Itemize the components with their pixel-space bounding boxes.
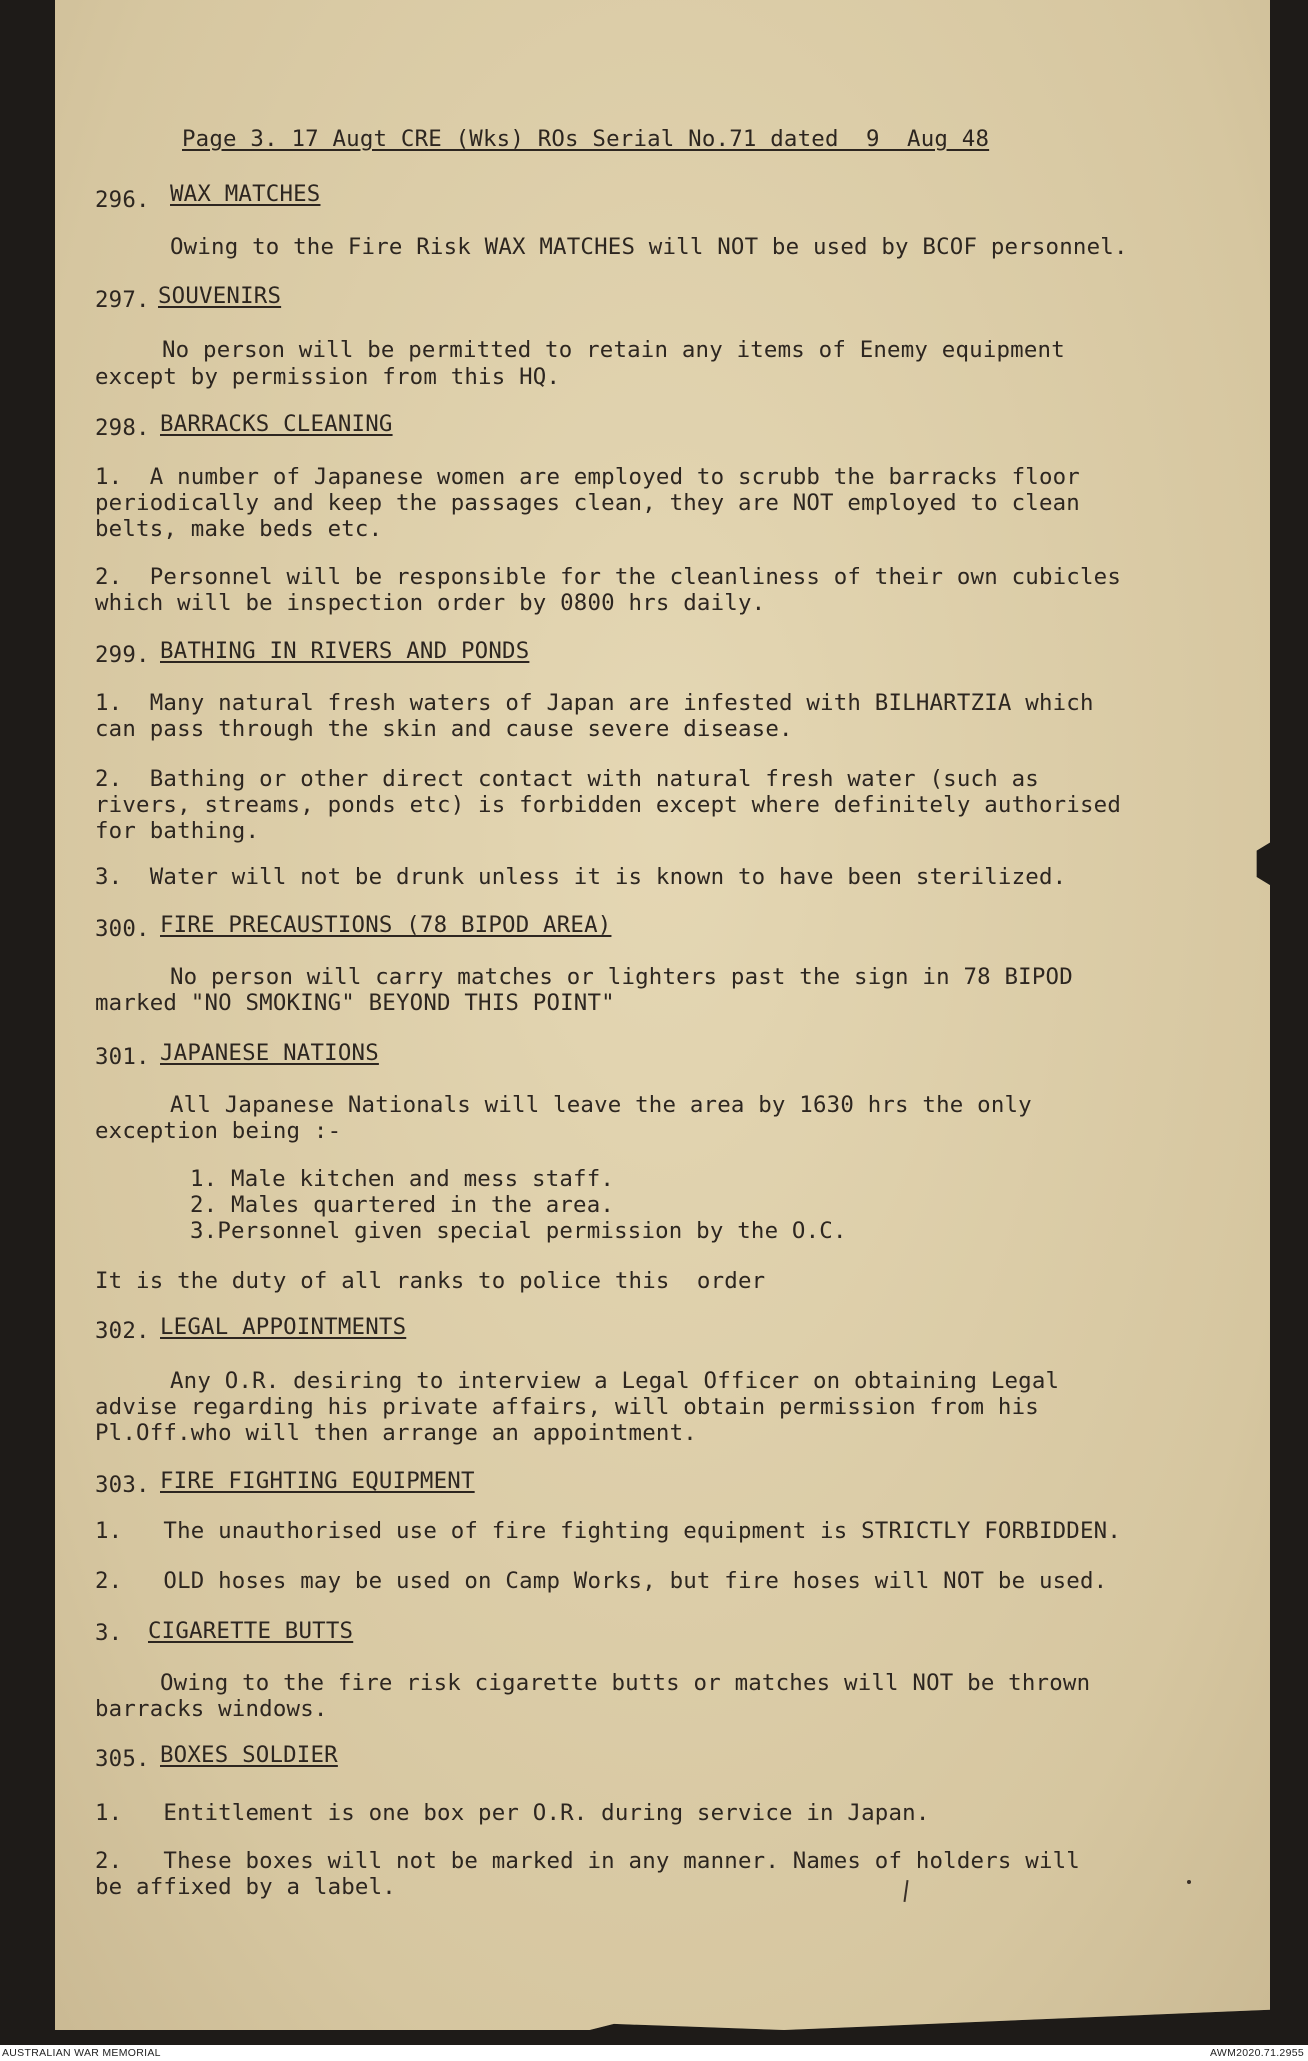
body-line: can pass through the skin and cause severe disease. <box>95 716 793 742</box>
section-heading: FIRE PRECAUSTIONS (78 BIPOD AREA) <box>160 912 612 938</box>
body-line: 1. A number of Japanese women are employed to scrubb the barracks floor <box>95 464 1080 490</box>
body-line: 3. Water will not be drunk unless it is known to have been sterilized. <box>95 864 1067 890</box>
body-line: All Japanese Nationals will leave the area by 1630 hrs the only <box>170 1092 1032 1118</box>
body-line: except by permission from this HQ. <box>95 364 561 390</box>
section-heading: JAPANESE NATIONS <box>160 1040 379 1066</box>
body-line: for bathing. <box>95 818 260 844</box>
body-line: be affixed by a label. <box>95 1874 396 1900</box>
body-line: periodically and keep the passages clean, they are NOT employed to clean <box>95 490 1080 516</box>
section-number: 305. <box>95 1746 150 1772</box>
list-item: 3.Personnel given special permission by the O.C. <box>190 1218 847 1244</box>
section-number: 302. <box>95 1318 150 1344</box>
body-line: 1. The unauthorised use of fire fighting equipment is STRICTLY FORBIDDEN. <box>95 1518 1122 1544</box>
body-line: 2. These boxes will not be marked in any manner. Names of holders will <box>95 1848 1080 1874</box>
body-line: Owing to the Fire Risk WAX MATCHES will NOT be used by BCOF personnel. <box>170 234 1128 260</box>
body-line: 2. Bathing or other direct contact with natural fresh water (such as <box>95 766 1039 792</box>
body-line: 1. Many natural fresh waters of Japan are infested with BILHARTZIA which <box>95 690 1094 716</box>
section-number: 300. <box>95 916 150 942</box>
section-number: 303. <box>95 1472 150 1498</box>
body-line: advise regarding his private affairs, will obtain permission from his <box>95 1394 1039 1420</box>
section-heading: SOUVENIRS <box>158 283 282 309</box>
body-line: belts, make beds etc. <box>95 516 383 542</box>
section-number: 3. <box>95 1620 123 1646</box>
body-line: 2. OLD hoses may be used on Camp Works, but fire hoses will NOT be used. <box>95 1568 1108 1594</box>
list-item: 2. Males quartered in the area. <box>190 1192 615 1218</box>
footer-accession-number: AWM2020.71.2955 <box>1209 2047 1304 2059</box>
section-heading: BOXES SOLDIER <box>160 1742 338 1768</box>
section-heading: BATHING IN RIVERS AND PONDS <box>160 638 530 664</box>
section-heading: WAX MATCHES <box>170 181 321 207</box>
body-line: exception being :- <box>95 1118 342 1144</box>
section-heading: FIRE FIGHTING EQUIPMENT <box>160 1468 475 1494</box>
section-number: 298. <box>95 415 150 441</box>
section-number: 299. <box>95 642 150 668</box>
body-line: Any O.R. desiring to interview a Legal Officer on obtaining Legal <box>170 1368 1060 1394</box>
section-number: 297. <box>95 287 150 313</box>
ink-dot <box>1187 1880 1191 1884</box>
section-number: 296. <box>95 187 150 213</box>
body-line: marked "NO SMOKING" BEYOND THIS POINT" <box>95 990 615 1016</box>
section-number: 301. <box>95 1044 150 1070</box>
body-line: rivers, streams, ponds etc) is forbidden except where definitely authorised <box>95 792 1122 818</box>
body-line: Pl.Off.who will then arrange an appointment. <box>95 1420 697 1446</box>
body-line: It is the duty of all ranks to police this order <box>95 1268 766 1294</box>
footer-source: AUSTRALIAN WAR MEMORIAL <box>2 2047 161 2059</box>
body-line: 2. Personnel will be responsible for the cleanliness of their own cubicles <box>95 564 1122 590</box>
body-line: barracks windows. <box>95 1696 328 1722</box>
body-line: No person will be permitted to retain any items of Enemy equipment <box>162 337 1065 363</box>
body-line: No person will carry matches or lighters past the sign in 78 BIPOD <box>170 964 1073 990</box>
body-line: Owing to the fire risk cigarette butts or matches will NOT be thrown <box>160 1670 1091 1696</box>
section-heading: BARRACKS CLEANING <box>160 411 393 437</box>
footer-bar <box>0 2045 1308 2061</box>
section-heading: CIGARETTE BUTTS <box>148 1618 354 1644</box>
page-header: Page 3. 17 Augt CRE (Wks) ROs Serial No.71 dated 9 Aug 48 <box>182 126 990 152</box>
body-line: 1. Entitlement is one box per O.R. during service in Japan. <box>95 1800 930 1826</box>
list-item: 1. Male kitchen and mess staff. <box>190 1166 615 1192</box>
body-line: which will be inspection order by 0800 hrs daily. <box>95 590 766 616</box>
section-heading: LEGAL APPOINTMENTS <box>160 1314 407 1340</box>
